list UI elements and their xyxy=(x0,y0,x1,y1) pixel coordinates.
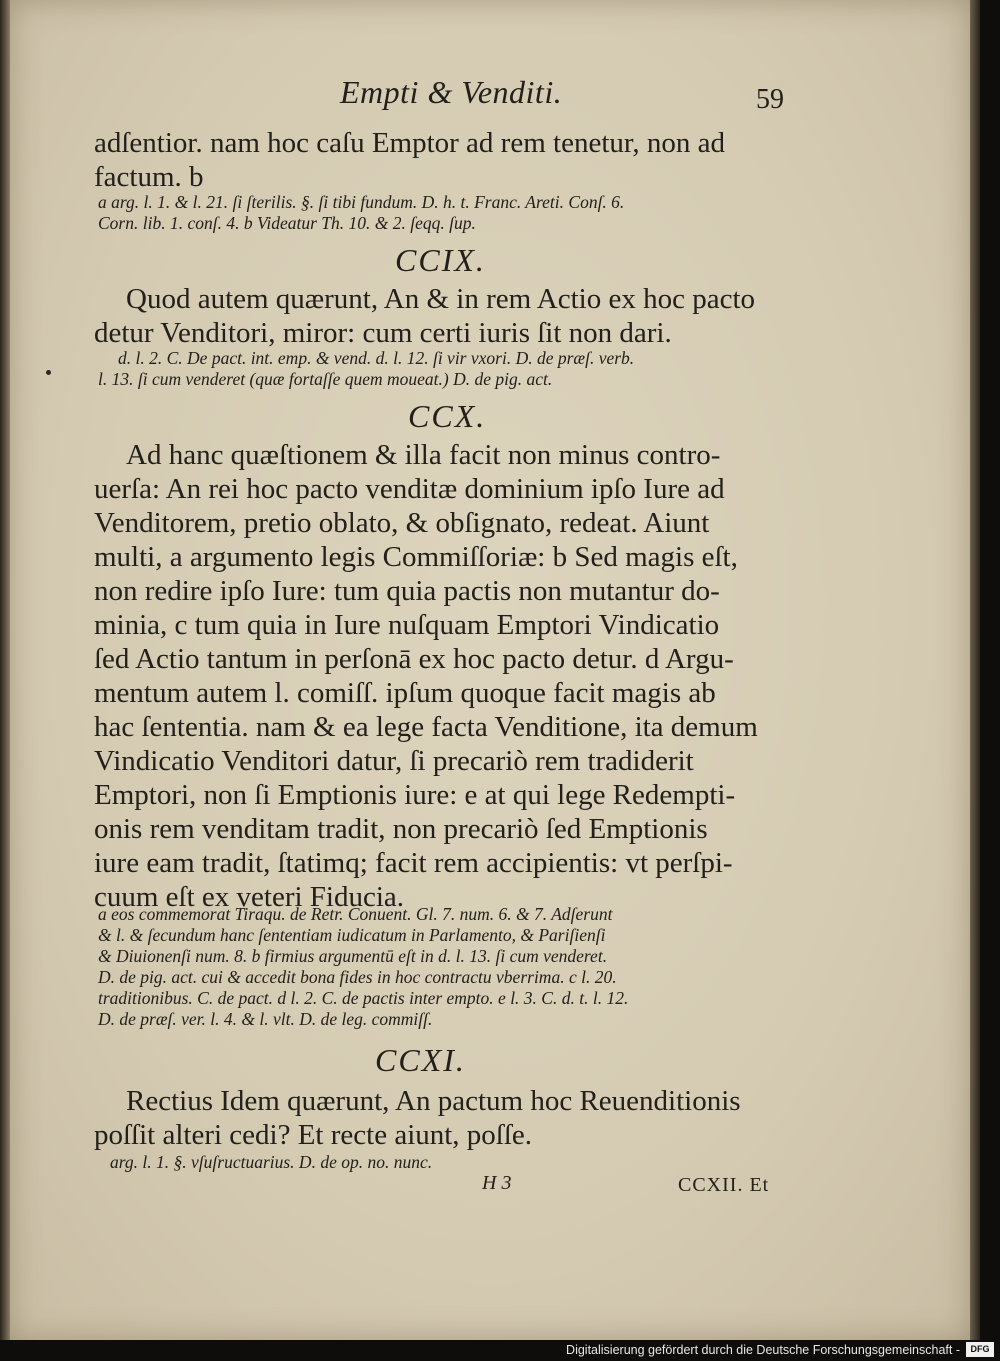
section-paragraph xyxy=(126,438,796,472)
text-line: ſed Actio tantum in perſonā ex hoc pacto detur. d Argu- xyxy=(94,643,734,675)
text-line: Emptori, non ſi Emptionis iure: e at qui lege Redempti- xyxy=(94,779,736,811)
running-title: Empti & Venditi. xyxy=(340,74,563,110)
text-line: Vindicatio Venditori datur, ſi precariò rem tradiderit xyxy=(94,745,694,777)
note-line: & Diuionenſi num. 8. b firmius argumentū eſt in d. l. 13. ſi cum venderet. xyxy=(98,946,608,966)
funding-credit: Digitalisierung gefördert durch die Deutsche Forschungsgemeinschaft - xyxy=(566,1343,960,1357)
book-page xyxy=(10,0,970,1340)
page-number: 59 xyxy=(756,84,784,115)
text-line: detur Venditori, miror: cum certi iuris ſit non dari. xyxy=(94,317,672,349)
dfg-logo: DFG xyxy=(966,1342,994,1357)
text-line: minia, c tum quia in Iure nuſquam Emptori Vindicatio xyxy=(94,609,720,641)
note-line: Corn. lib. 1. conſ. 4. b Videatur Th. 10. & 2. ſeqq. ſup. xyxy=(98,213,476,233)
text-line: factum. b xyxy=(94,161,204,193)
note-line: traditionibus. C. de pact. d l. 2. C. de pactis inter empto. e l. 3. C. d. t. l. 12. xyxy=(98,988,629,1008)
text-line: uerſa: An rei hoc pacto venditæ dominium ipſo Iure ad xyxy=(94,473,725,505)
text-line: hac ſententia. nam & ea lege facta Venditione, ita demum xyxy=(94,711,758,743)
text-line: Venditorem, pretio oblato, & obſignato, redeat. Aiunt xyxy=(94,507,710,539)
text-line: non redire ipſo Iure: tum quia pactis non mutantur do- xyxy=(94,575,720,607)
note-line: & l. & ſecundum hanc ſententiam iudicatum in Parlamento, & Pariſienſi xyxy=(98,925,606,945)
section-paragraph xyxy=(126,282,796,316)
footnote-block xyxy=(98,369,798,390)
section-heading-ccix: CCIX. xyxy=(395,242,486,278)
note-line: d. l. 2. C. De pact. int. emp. & vend. d. l. 12. ſi vir vxori. D. de præſ. verb. xyxy=(118,348,635,368)
note-line: D. de præſ. ver. l. 4. & l. vlt. D. de leg. commiſſ. xyxy=(98,1009,433,1029)
section-paragraph xyxy=(94,316,794,350)
section-paragraph xyxy=(94,1118,794,1152)
catchword: CCXII. Et xyxy=(678,1174,770,1196)
note-line: a arg. l. 1. & l. 21. ſi ſterilis. §. ſi tibi fundum. D. h. t. Franc. Areti. Conſ. 6. xyxy=(98,192,625,212)
signature-mark: H 3 xyxy=(482,1172,512,1194)
text-line: Quod autem quærunt, An & in rem Actio ex hoc pacto xyxy=(126,283,756,315)
text-line: poſſit alteri cedi? Et recte aiunt, poſſe. xyxy=(94,1119,533,1151)
note-line: l. 13. ſi cum venderet (quæ fortaſſe quem moueat.) D. de pig. act. xyxy=(98,369,553,389)
text-line: adſentior. nam hoc caſu Emptor ad rem tenetur, non ad xyxy=(94,127,725,159)
text-line: multi, a argumento legis Commiſſoriæ: b Sed magis eſt, xyxy=(94,541,738,573)
note-line: a eos commemorat Tiraqu. de Retr. Conuent. Gl. 7. num. 6. & 7. Adſerunt xyxy=(98,904,613,924)
text-line: Ad hanc quæſtionem & illa facit non minus contro- xyxy=(126,439,721,471)
note-line: D. de pig. act. cui & accedit bona fides in hoc contractu vberrima. c l. 20. xyxy=(98,967,617,987)
footnote-block xyxy=(118,348,818,369)
section-paragraph xyxy=(126,1084,796,1118)
section-heading-ccx: CCX. xyxy=(408,398,487,434)
text-line: mentum autem l. comiſſ. ipſum quoque facit magis ab xyxy=(94,677,716,709)
text-line: cuum eſt ex veteri Fiducia. xyxy=(94,881,405,913)
page-gutter-shadow xyxy=(0,0,10,1340)
section-paragraph xyxy=(94,472,794,914)
section-heading-ccxi: CCXI. xyxy=(375,1042,466,1078)
ink-speck xyxy=(46,370,51,375)
digitization-footer xyxy=(0,1340,1000,1361)
text-line: onis rem venditam tradit, non precariò ſed Emptionis xyxy=(94,813,708,845)
opening-paragraph xyxy=(94,126,794,194)
footnote-block xyxy=(110,1152,810,1173)
text-line: iure eam tradit, ſtatimq; facit rem accipientis: vt perſpi- xyxy=(94,847,733,879)
footnote-block xyxy=(98,904,798,1030)
footnote-block xyxy=(98,192,798,234)
text-line: Rectius Idem quærunt, An pactum hoc Reuenditionis xyxy=(126,1085,741,1117)
note-line: arg. l. 1. §. vſuſructuarius. D. de op. no. nunc. xyxy=(110,1152,433,1172)
